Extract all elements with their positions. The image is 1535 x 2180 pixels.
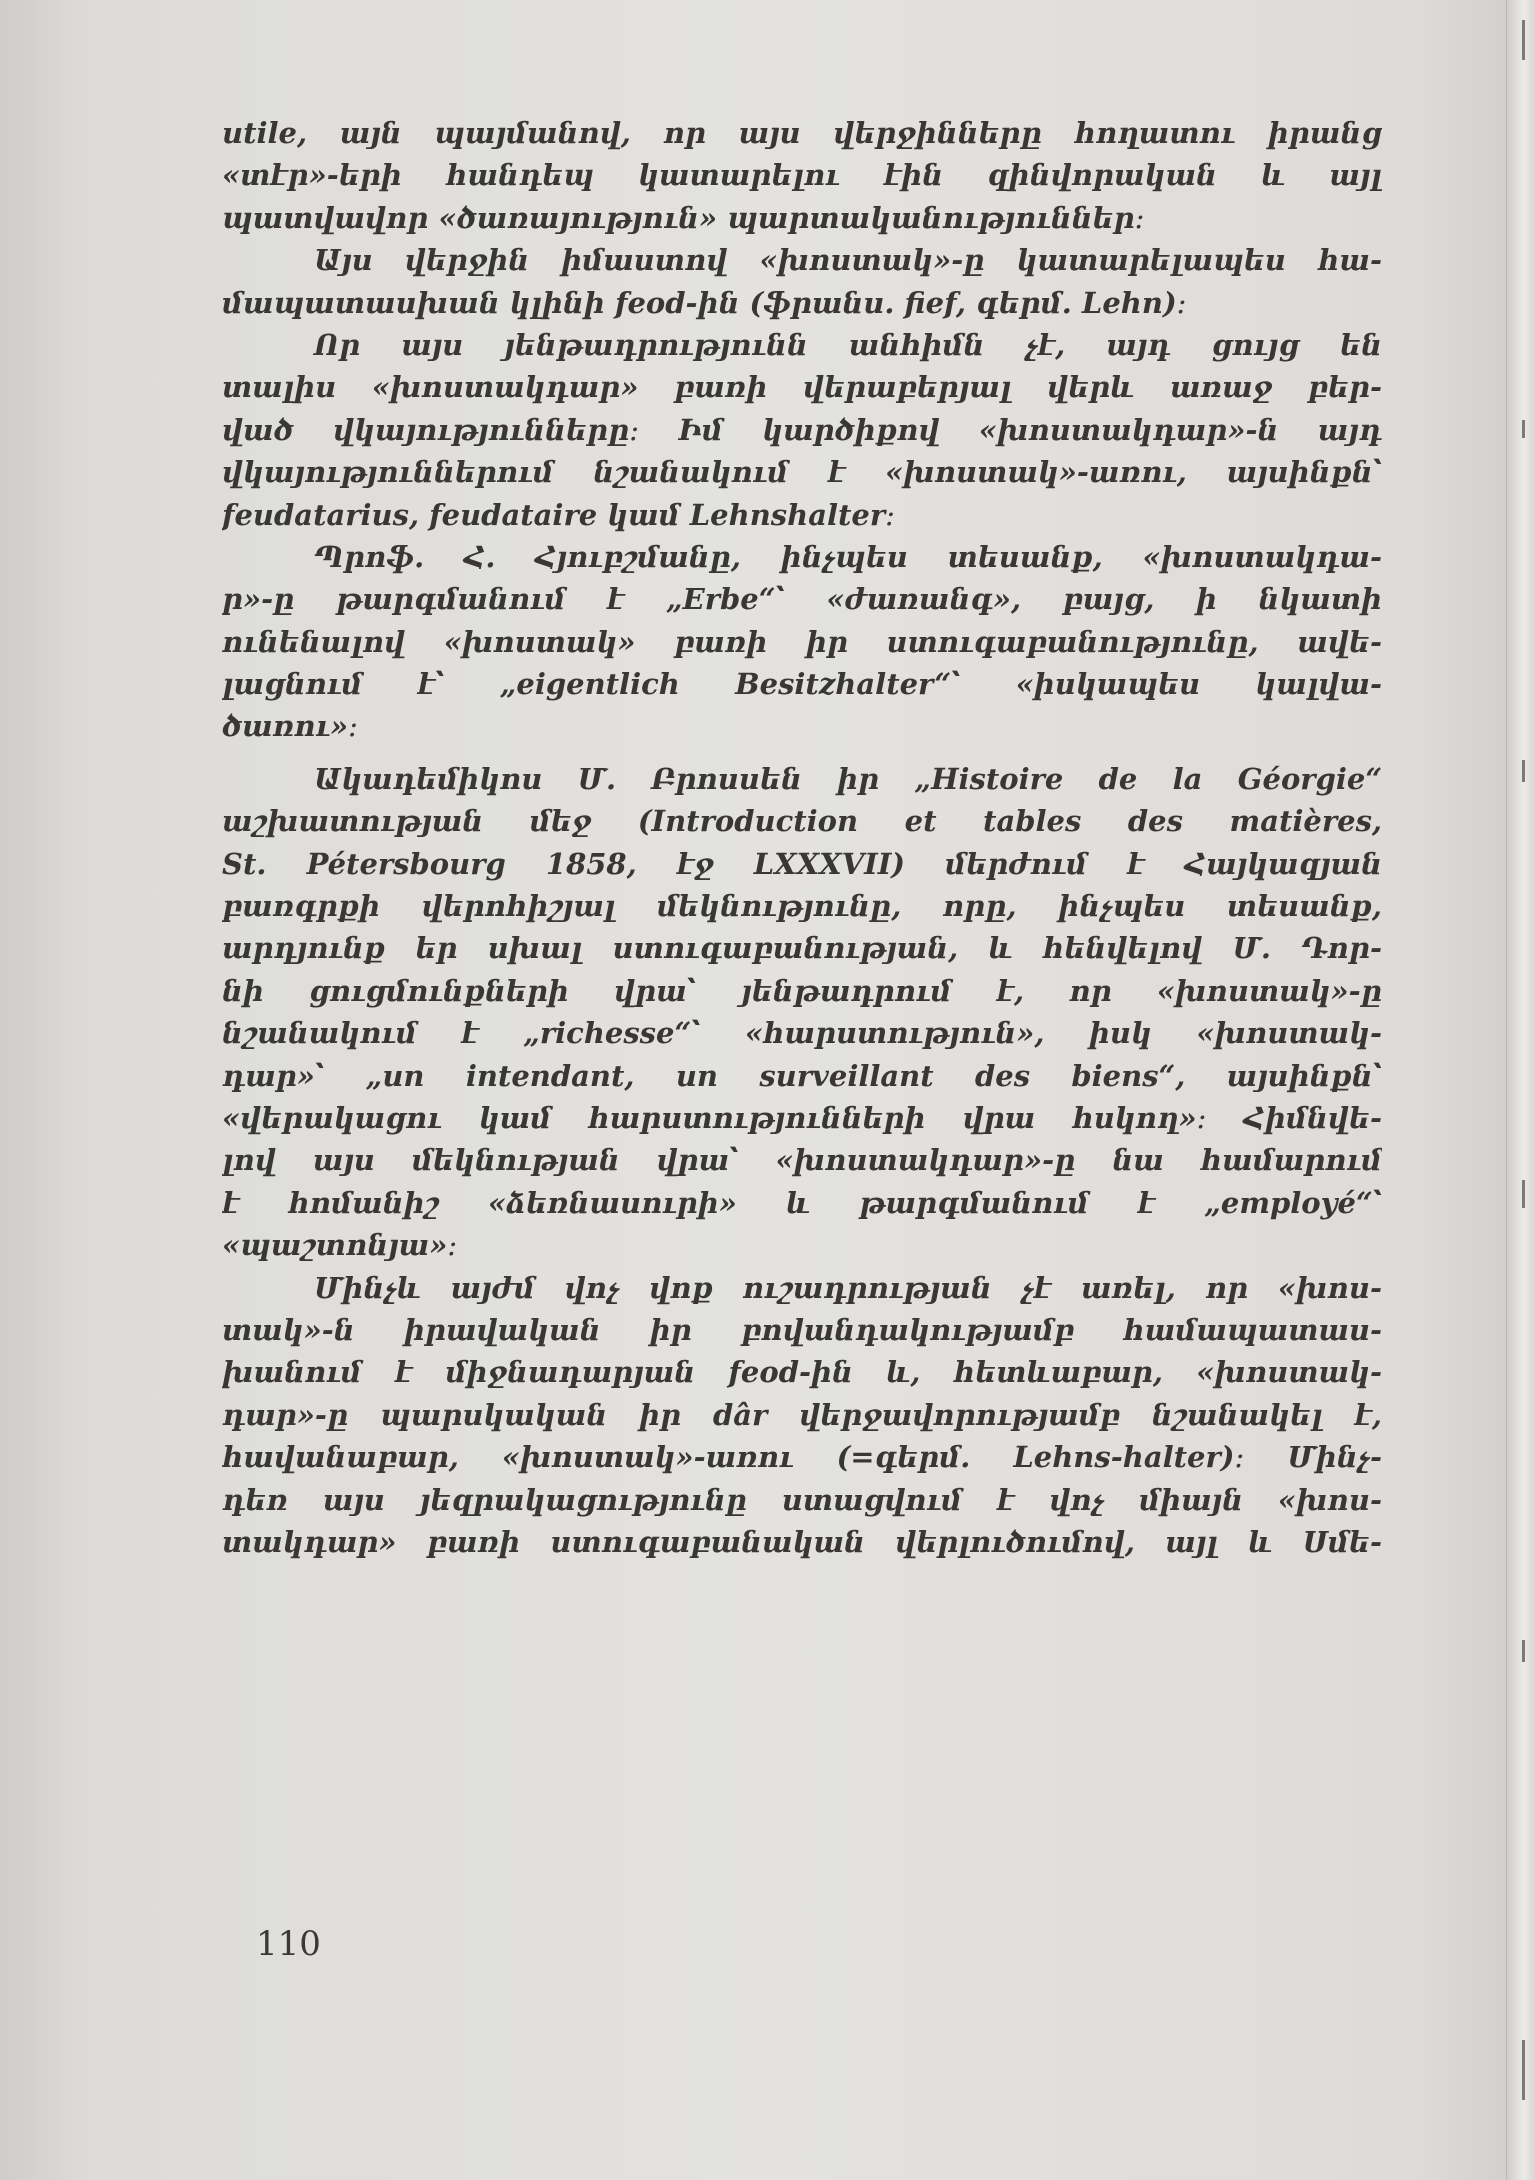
text-line: St. Pétersbourg 1858, էջ LXXXVII) մերժում է Հայկազյան bbox=[222, 846, 1382, 881]
text-line: լացնում է՝ „eigentlich Besitzhalter“՝ «իսկապես կալվա- bbox=[222, 667, 1382, 702]
text-line: լով այս մեկնության վրա՝ «խոստակդար»-ը նա համարում bbox=[222, 1143, 1382, 1178]
text-line: utile, այն պայմանով, որ այս վերջինները հողատու իրանց bbox=[222, 116, 1382, 150]
edge-mark bbox=[1522, 2040, 1525, 2100]
text-line: տակ»-ն իրավական իր բովանդակությամբ համապատաս- bbox=[222, 1312, 1382, 1347]
text-line: «տէր»-երի հանդեպ կատարելու էին զինվորական և այլ bbox=[222, 158, 1382, 193]
text-line: դար»՝ „un intendant, un surveillant des biens“, այսինքն՝ bbox=[222, 1058, 1382, 1093]
text-line: ունենալով «խոստակ» բառի իր ստուգաբանությունը, ավե- bbox=[222, 624, 1382, 659]
page-number: 110 bbox=[256, 1924, 321, 1964]
text-line: նշանակում է „richesse“՝ «հարստություն», իսկ «խոստակ- bbox=[222, 1016, 1382, 1051]
text-line: տակդար» բառի ստուգաբանական վերլուծումով, այլ և Սմե- bbox=[222, 1524, 1382, 1559]
text-line: Պրոֆ. Հ. Հյուբշմանը, ինչպես տեսանք, «խոստակդա- bbox=[314, 539, 1382, 574]
text-line: Ակադեմիկոս Մ. Բրոսսեն իր „Histoire de la Géorgie“ bbox=[314, 761, 1382, 796]
text-line: դեռ այս յեզրակացությունը ստացվում է վոչ միայն «խոս- bbox=[222, 1482, 1382, 1517]
edge-mark bbox=[1522, 760, 1525, 782]
text-line: նի ցուցմունքների վրա՝ յենթադրում է, որ «խոստակ»-ը bbox=[222, 973, 1382, 1008]
edge-mark bbox=[1522, 1640, 1525, 1662]
text-line: ված վկայությունները։ Իմ կարծիքով «խոստակդար»-ն այդ bbox=[222, 412, 1382, 447]
text-line: հավանաբար, «խոստակ»-առու (=գերմ. Lehns-halter)։ Մինչ- bbox=[222, 1440, 1382, 1475]
page-edge bbox=[1506, 0, 1535, 2180]
text-line: ր»-ը թարգմանում է „Erbe“՝ «ժառանգ», բայց, ի նկատի bbox=[222, 582, 1382, 617]
text-line: Մինչև այժմ վոչ վոք ուշադրության չէ առել, որ «խոս- bbox=[314, 1270, 1382, 1305]
edge-mark bbox=[1522, 420, 1525, 438]
text-line: պատվավոր «ծառայություն» պարտականություններ։ bbox=[222, 200, 1145, 235]
body-text bbox=[222, 112, 1382, 1563]
edge-mark bbox=[1522, 1180, 1525, 1208]
text-line: բառգրքի վերոհիշյալ մեկնությունը, որը, ինչպես տեսանք, bbox=[222, 889, 1382, 924]
text-line: արդյունք եր սխալ ստուգաբանության, և հենվելով Մ. Դոր- bbox=[222, 931, 1382, 966]
text-line: տալիս «խոստակդար» բառի վերաբերյալ վերև առաջ բեր- bbox=[222, 370, 1382, 405]
text-line: աշխատության մեջ (Introduction et tables des matières, bbox=[222, 804, 1382, 839]
text-line: «վերակացու կամ հարստությունների վրա հսկող»։ Հիմնվե- bbox=[222, 1100, 1382, 1135]
text-line: է հոմանիշ «ձեռնասուրի» և թարգմանում է „employé“՝ bbox=[222, 1185, 1382, 1220]
text-line: դար»-ը պարսկական իր dâr վերջավորությամբ նշանակել է, bbox=[222, 1397, 1382, 1432]
edge-mark bbox=[1522, 20, 1525, 60]
text-line: «պաշտոնյա»։ bbox=[222, 1228, 458, 1263]
text-line: վկայություններում նշանակում է «խոստակ»-առու, այսինքն՝ bbox=[222, 455, 1382, 490]
text-line: խանում է միջնադարյան feod-ին և, հետևաբար, «խոստակ- bbox=[222, 1355, 1382, 1390]
text-line: Որ այս յենթադրությունն անհիմն չէ, այդ ցույց են bbox=[314, 327, 1382, 362]
text-line: Այս վերջին իմաստով «խոստակ»-ը կատարելապես հա- bbox=[314, 243, 1382, 278]
text-line: feudatarius, feudataire կամ Lehnshalter։ bbox=[222, 497, 896, 532]
text-line: ծառու»։ bbox=[222, 709, 358, 744]
text-line: մապատասխան կլինի feod-ին (ֆրանս. fief, գերմ. Lehn)։ bbox=[222, 285, 1187, 320]
